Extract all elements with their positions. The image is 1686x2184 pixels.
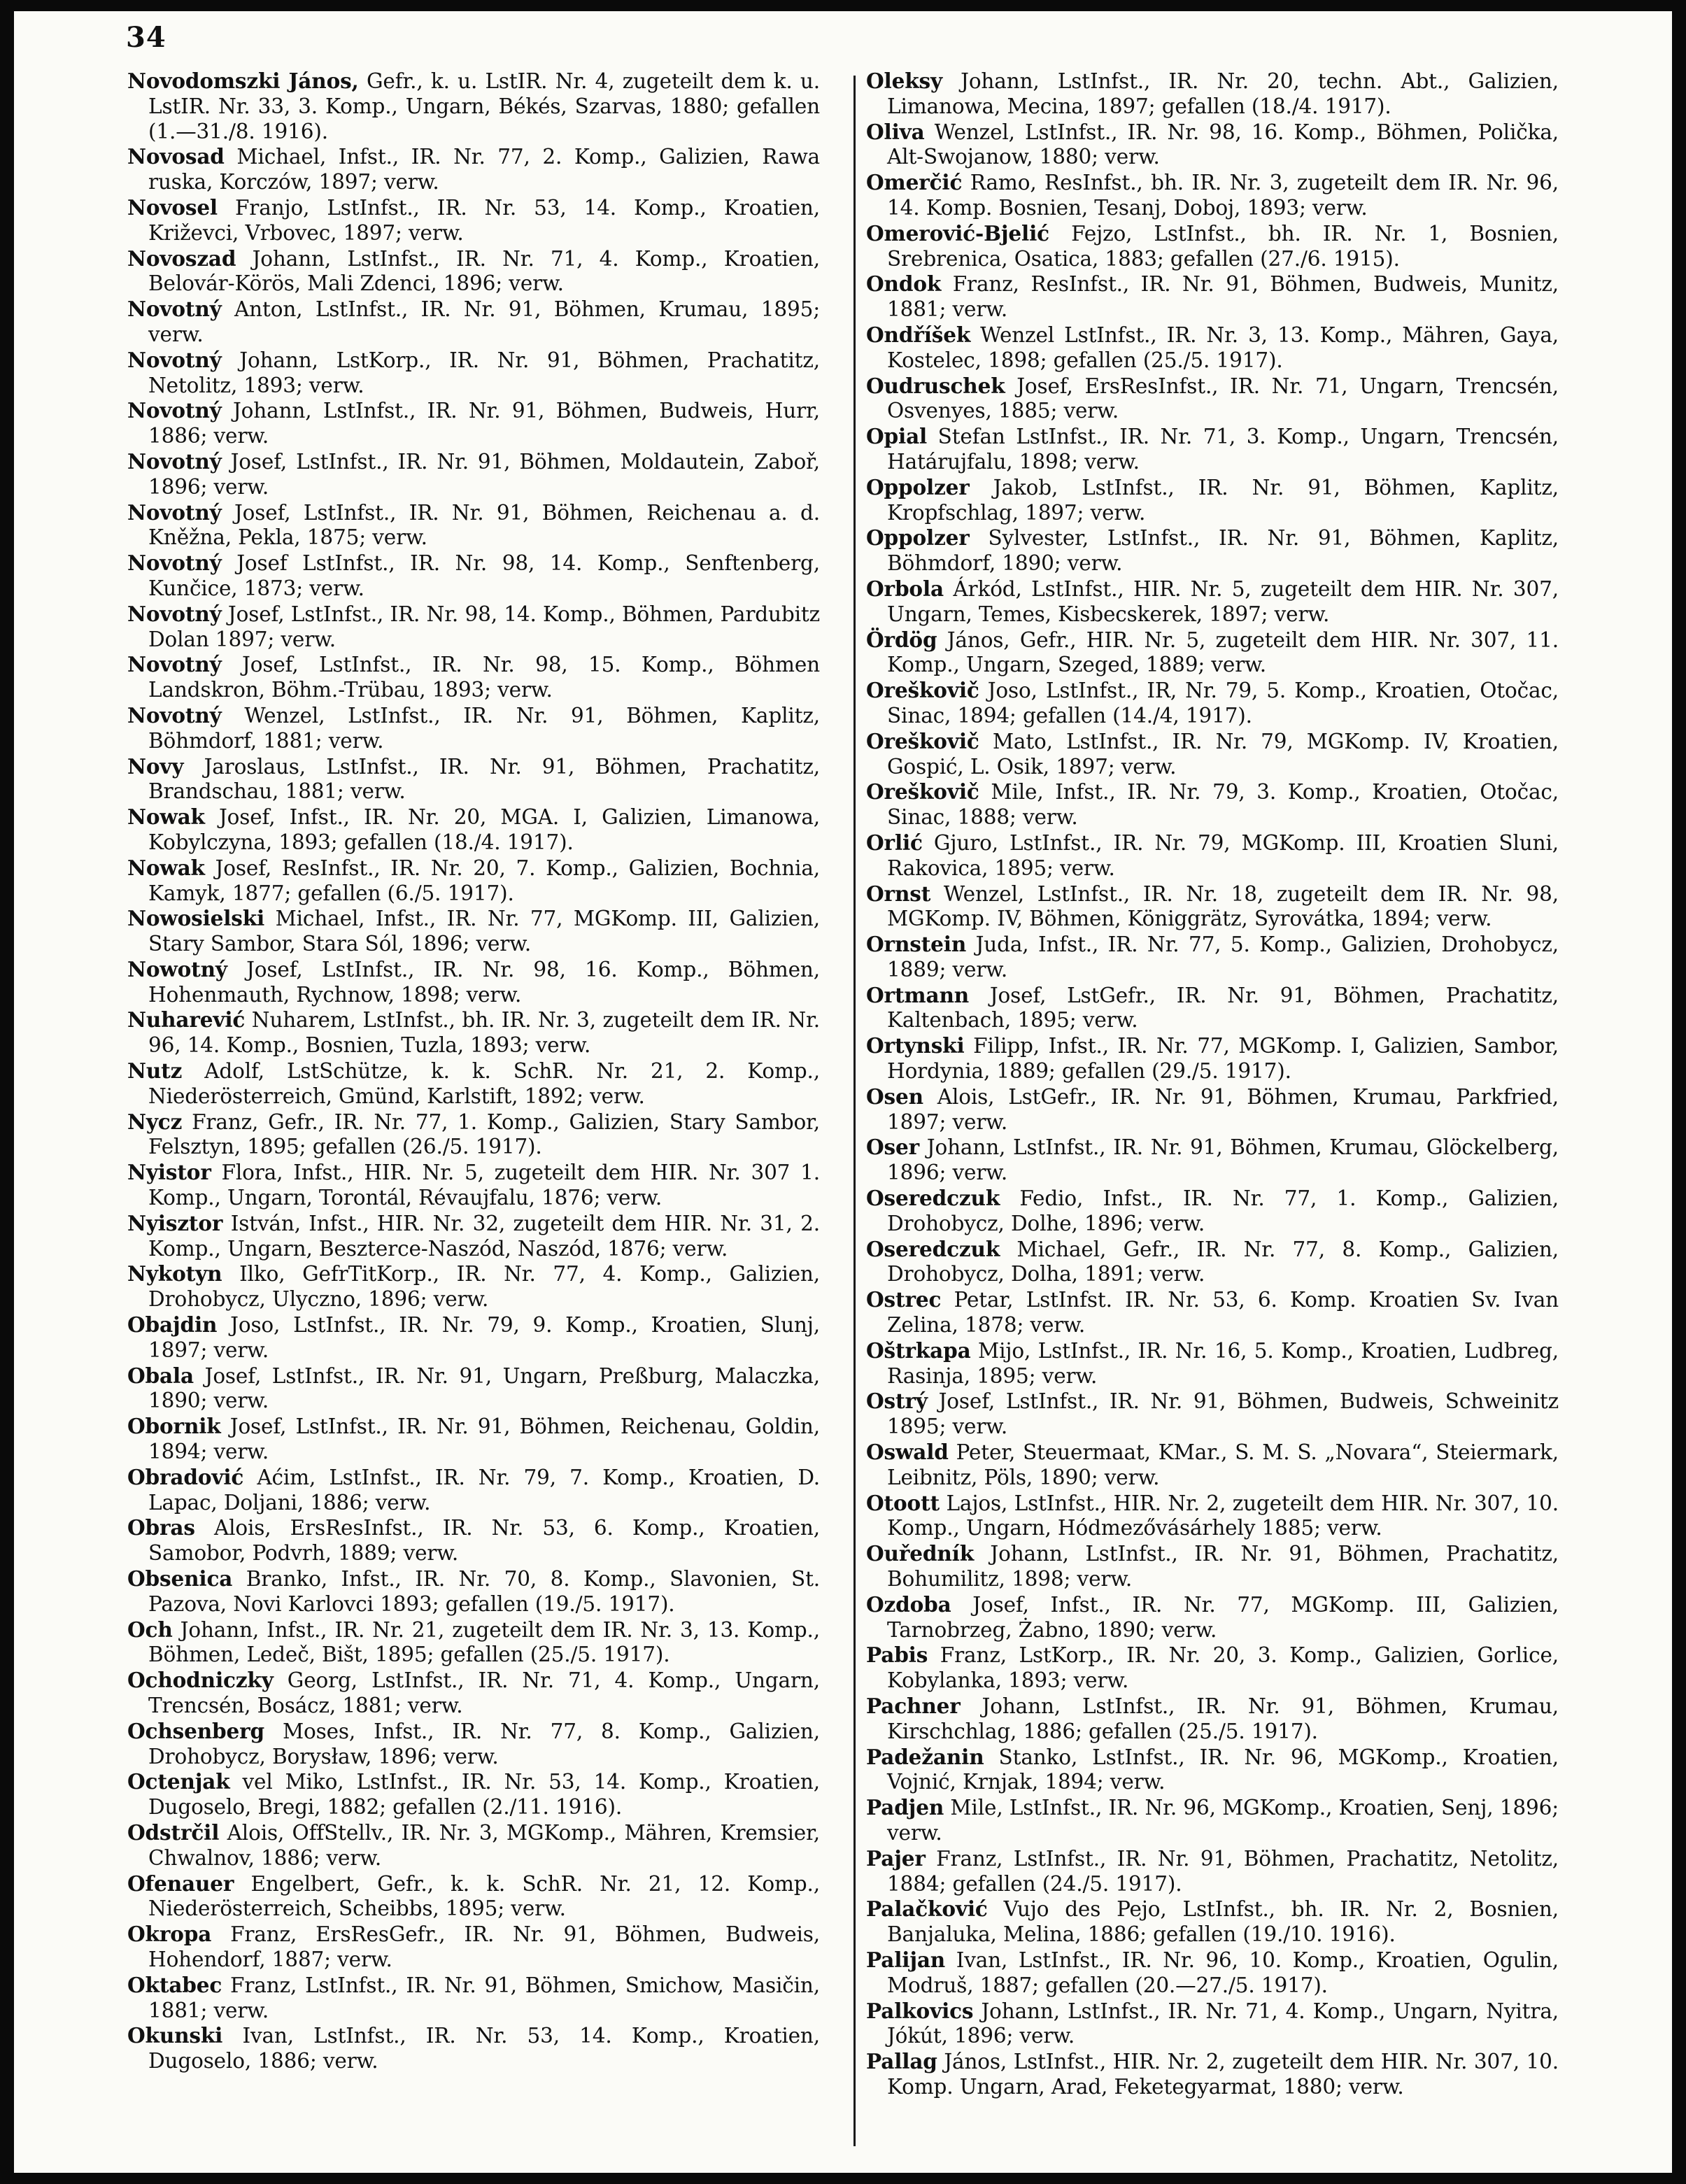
entry-surname: Pabis [866,1643,928,1668]
entry-details: Sylvester, LstInfst., IR. Nr. 91, Böhmen, Kaplitz, Böhmdorf, 1890; verw. [887,526,1559,576]
register-entry [866,1592,1559,1643]
register-entry [127,602,820,653]
entry-surname: Ostrec [866,1287,942,1312]
register-entry [866,627,1559,679]
entry-details: Michael, Gefr., IR. Nr. 77, 8. Komp., Galizien, Drohobycz, Dolha, 1891; verw. [887,1237,1559,1286]
entry-surname: Oudruschek [866,373,1005,398]
entry-details: Mile, LstInfst., IR. Nr. 96, MGKomp., Kroatien, Senj, 1896; verw. [887,1796,1559,1845]
register-entry [866,1440,1559,1491]
entry-surname: Ortynski [866,1033,965,1058]
entry-surname: Oppolzer [866,474,970,499]
entry-details: Wenzel, LstInfst., IR. Nr. 98, 16. Komp., Böhmen, Polička, Alt-Swojanow, 1880; verw. [887,120,1559,169]
entry-details: Alois, ErsResInfst., IR. Nr. 53, 6. Komp., Kroatien, Samobor, Podvrh, 1889; verw. [148,1516,820,1566]
entry-surname: Orbola [866,576,944,601]
entry-details: Petar, LstInfst. IR. Nr. 53, 6. Komp. Kroatien Sv. Ivan Zelina, 1878; verw. [887,1288,1559,1338]
register-entry [127,551,820,602]
register-entry [866,1643,1559,1694]
entry-details: Johann, LstInfst., IR. Nr. 91, Böhmen, Budweis, Hurr, 1886; verw. [148,399,820,448]
entry-details: Josef, LstInfst., IR. Nr. 91, Böhmen, Reichenau a. d. Kněžna, Pekla, 1875; verw. [148,500,820,550]
entry-details: Josef, Infst., IR. Nr. 77, MGKomp. III, Galizien, Tarnobrzeg, Żabno, 1890; verw. [887,1592,1559,1642]
entry-surname: Novoszad [127,246,236,271]
register-entry [127,1465,820,1516]
entry-surname: Nutz [127,1058,183,1084]
entry-details: Josef LstInfst., IR. Nr. 98, 14. Komp., Senftenberg, Kunčice, 1873; verw. [148,551,820,600]
entry-surname: Obsenica [127,1566,233,1591]
register-entry [866,1491,1559,1542]
entry-details: Anton, LstInfst., IR. Nr. 91, Böhmen, Krumau, 1895; verw. [148,297,820,346]
entry-surname: Oreškovič [866,728,979,753]
document-page [14,11,1672,2173]
register-entry [127,1871,820,1922]
register-entry [127,348,820,399]
entry-surname: Oswald [866,1440,949,1465]
entry-details: Franz, LstKorp., IR. Nr. 20, 3. Komp., Galizien, Gorlice, Kobylanka, 1893; verw. [887,1643,1559,1693]
entry-details: Franz, Gefr., IR. Nr. 77, 1. Komp., Galizien, Stary Sambor, Felsztyn, 1895; gefallen (26./5. 1917). [148,1109,820,1159]
register-entry [127,1261,820,1312]
entry-surname: Odstrčil [127,1820,220,1845]
entry-details: Josef, LstInfst., IR. Nr. 98, 15. Komp., Böhmen Landskron, Böhm.-Trübau, 1893; verw. [148,653,820,702]
entry-surname: Ondříšek [866,322,971,347]
entry-surname: Nycz [127,1109,183,1134]
register-entry [127,1820,820,1871]
register-entry [127,195,820,246]
register-entry [866,221,1559,272]
entry-surname: Pallag [866,2049,937,2074]
entry-details: Josef, LstInfst., IR. Nr. 91, Böhmen, Reichenau, Goldin, 1894; verw. [148,1414,820,1464]
entry-details: Stefan LstInfst., IR. Nr. 71, 3. Komp., Ungarn, Trencsén, Határujfalu, 1898; verw. [887,425,1559,474]
register-entry [866,424,1559,475]
entry-surname: Ouředník [866,1541,974,1566]
entry-surname: Nowosielski [127,906,265,931]
entry-surname: Ortmann [866,982,970,1007]
entry-surname: Nykotyn [127,1261,222,1286]
register-entry [866,576,1559,627]
entry-surname: Obras [127,1515,195,1540]
entry-surname: Nowak [127,855,205,880]
entry-details: Filipp, Infst., IR. Nr. 77, MGKomp. I, Galizien, Sambor, Hordynia, 1889; gefallen (29./5. 1917). [887,1034,1559,1084]
entry-details: Ilko, GefrTitKorp., IR. Nr. 77, 4. Komp., Galizien, Drohobycz, Ulyczno, 1896; verw. [148,1262,820,1312]
entry-details: Johann, LstInfst., IR. Nr. 91, Böhmen, Krumau, Glöckelberg, 1896; verw. [887,1135,1559,1185]
register-entry [866,69,1559,120]
register-entry [127,754,820,805]
column-divider [853,76,856,2146]
entry-details: Wenzel, LstInfst., IR. Nr. 18, zugeteilt dem IR. Nr. 98, MGKomp. IV, Böhmen, Königgrätz, Syrovátka, 1894; verw. [887,881,1559,931]
register-entry [127,1058,820,1109]
entry-details: Franz, LstInfst., IR. Nr. 91, Böhmen, Smichow, Masičin, 1881; verw. [148,1973,820,2022]
register-entry [866,120,1559,171]
entry-surname: Novotný [127,551,222,576]
entry-details: Stanko, LstInfst., IR. Nr. 96, MGKomp., Kroatien, Vojnić, Krnjak, 1894; verw. [887,1745,1559,1794]
entry-surname: Oppolzer [866,525,970,551]
register-entry [866,170,1559,221]
entry-surname: Oleksy [866,69,942,93]
register-entry [866,932,1559,983]
entry-surname: Palkovics [866,1998,974,2023]
entry-surname: Pachner [866,1694,961,1718]
register-entry [127,1769,820,1820]
entry-details: Franz, ErsResGefr., IR. Nr. 91, Böhmen, Budweis, Hohendorf, 1887; verw. [148,1922,820,1971]
entry-surname: Oseredczuk [866,1186,1000,1211]
register-entry [127,703,820,754]
entry-details: Josef, LstInfst., IR. Nr. 91, Böhmen, Budweis, Schweinitz 1895; verw. [887,1389,1559,1439]
entry-details: Gefr., k. u. LstIR. Nr. 4, zugeteilt dem k. u. LstIR. Nr. 33, 3. Komp., Ungarn, Békés, Szarvas, 1880; gefallen (1.—31./8. 1916). [148,69,820,143]
entry-surname: Palijan [866,1947,946,1972]
entry-details: Peter, Steuermaat, KMar., S. M. S. „Novara“, Steiermark, Leibnitz, Pöls, 1890; verw. [887,1440,1559,1489]
entry-details: Joso, LstInfst., IR, Nr. 79, 5. Komp., Kroatien, Otočac, Sinac, 1894; gefallen (14./4, 1917). [887,679,1559,728]
entry-surname: Omerović-Bjelić [866,220,1049,246]
entry-surname: Opial [866,424,928,449]
register-entry [866,374,1559,425]
entry-surname: Novotný [127,499,222,525]
register-entry [127,1312,820,1363]
register-entry [127,1007,820,1058]
entry-details: Engelbert, Gefr., k. k. SchR. Nr. 21, 12. Komp., Niederösterreich, Scheibbs, 1895; verw. [148,1871,820,1921]
entry-surname: Oreškovič [866,779,979,804]
entry-details: Johann, LstInfst., IR. Nr. 71, 4. Komp., Ungarn, Nyitra, Jókút, 1896; verw. [887,1999,1559,2048]
entry-details: Fedio, Infst., IR. Nr. 77, 1. Komp., Galizien, Drohobycz, Dolhe, 1896; verw. [887,1186,1559,1235]
entry-surname: Ostrý [866,1389,928,1414]
entry-details: Lajos, LstInfst., HIR. Nr. 2, zugeteilt dem HIR. Nr. 307, 10. Komp., Ungarn, Hódmezővásárhely 1885; verw. [887,1491,1559,1540]
entry-details: Ivan, LstInfst., IR. Nr. 96, 10. Komp., Kroatien, Ogulin, Modruš, 1887; gefallen (20.—27./5. 1917). [887,1948,1559,1997]
register-entry [127,1515,820,1566]
register-entry [127,804,820,856]
entry-surname: Pajer [866,1845,926,1871]
entry-surname: Oser [866,1135,920,1160]
entry-details: Árkód, LstInfst., HIR. Nr. 5, zugeteilt dem HIR. Nr. 307, Ungarn, Temes, Kisbecskerek, 1897; verw. [887,576,1559,626]
entry-details: Johann, LstInfst., IR. Nr. 91, Böhmen, Krumau, Kirschchlag, 1886; gefallen (25./5. 1917). [887,1694,1559,1743]
entry-details: Adolf, LstSchütze, k. k. SchR. Nr. 21, 2. Komp., Niederösterreich, Gmünd, Karlstift, 1892; verw. [148,1059,820,1108]
right-column [866,69,1559,2100]
entry-surname: Orlić [866,830,923,855]
entry-details: Josef, LstInfst., IR. Nr. 98, 16. Komp., Böhmen, Hohenmauth, Rychnow, 1898; verw. [148,957,820,1007]
register-entry [866,881,1559,933]
register-entry [866,983,1559,1034]
entry-surname: Novosel [127,194,218,220]
entry-surname: Oktabec [127,1972,222,1997]
entry-details: Moses, Infst., IR. Nr. 77, 8. Komp., Galizien, Drohobycz, Borysław, 1896; verw. [148,1719,820,1768]
entry-details: Joso, LstInfst., IR. Nr. 79, 9. Komp., Kroatien, Slunj, 1897; verw. [148,1313,820,1362]
register-entry [866,1795,1559,1846]
entry-surname: Ochsenberg [127,1718,264,1743]
entry-surname: Novy [127,753,184,779]
entry-details: Branko, Infst., IR. Nr. 70, 8. Komp., Slavonien, St. Pazova, Novi Karlovci 1893; gefallen (19./5. 1917). [148,1567,820,1616]
left-column [127,69,820,2074]
entry-surname: Obornik [127,1414,221,1439]
entry-details: Gjuro, LstInfst., IR. Nr. 79, MGKomp. III, Kroatien Sluni, Rakovica, 1895; verw. [887,830,1559,880]
register-entry [127,652,820,703]
entry-surname: Novotný [127,347,222,372]
register-entry [127,1719,820,1770]
entry-surname: Padežanin [866,1744,984,1769]
entry-surname: Obradović [127,1464,244,1489]
entry-details: Josef, ErsResInfst., IR. Nr. 71, Ungarn, Trencsén, Osvenyes, 1885; verw. [887,374,1559,423]
entry-details: Michael, Infst., IR. Nr. 77, 2. Komp., Galizien, Rawa ruska, Korczów, 1897; verw. [148,145,820,194]
entry-details: Jakob, LstInfst., IR. Nr. 91, Böhmen, Kaplitz, Kropfschlag, 1897; verw. [887,475,1559,525]
entry-details: Juda, Infst., IR. Nr. 77, 5. Komp., Galizien, Drohobycz, 1889; verw. [887,933,1559,981]
entry-surname: Osen [866,1084,923,1109]
entry-surname: Ochodniczky [127,1668,274,1693]
register-entry [866,1999,1559,2050]
entry-surname: Nyisztor [127,1210,223,1235]
entry-details: Aćim, LstInfst., IR. Nr. 79, 7. Komp., Kroatien, D. Lapac, Doljani, 1886; verw. [148,1465,820,1515]
register-entry [866,1846,1559,1897]
entry-surname: Novotný [127,702,222,728]
entry-surname: Ozdoba [866,1591,951,1617]
entry-surname: Oreškovič [866,678,979,703]
register-entry [127,69,820,144]
entry-surname: Novotný [127,652,222,677]
register-entry [866,1135,1559,1186]
entry-details: Alois, OffStellv., IR. Nr. 3, MGKomp., Mähren, Kremsier, Chwalnov, 1886; verw. [148,1820,820,1870]
register-entry [127,1922,820,1973]
register-entry [127,906,820,957]
entry-details: István, Infst., HIR. Nr. 32, zugeteilt dem HIR. Nr. 31, 2. Komp., Ungarn, Beszterce-Naszód, Naszód, 1876; verw. [148,1211,820,1261]
entry-details: Fejzo, LstInfst., bh. IR. Nr. 1, Bosnien, Srebrenica, Osatica, 1883; gefallen (27./6. 1915). [887,221,1559,271]
entry-surname: Ördög [866,627,937,652]
entry-surname: Okunski [127,2023,223,2048]
register-entry [127,1211,820,1262]
register-entry [127,500,820,551]
entry-surname: Ofenauer [127,1871,234,1896]
entry-details: Franjo, LstInfst., IR. Nr. 53, 14. Komp., Kroatien, Križevci, Vrbovec, 1897; verw. [148,195,820,245]
register-entry [127,1109,820,1161]
register-entry [866,271,1559,322]
entry-details: Johann, LstInfst., IR. Nr. 20, techn. Abt., Galizien, Limanowa, Mecina, 1897; gefallen (18./4. 1917). [887,69,1559,118]
entry-details: Josef, LstInfst., IR. Nr. 98, 14. Komp., Böhmen, Pardubitz Dolan 1897; verw. [148,602,820,651]
entry-surname: Otoott [866,1490,940,1515]
register-entry [866,525,1559,576]
entry-details: Nuharem, LstInfst., bh. IR. Nr. 3, zugeteilt dem IR. Nr. 96, 14. Komp., Bosnien, Tuzla, 1893; verw. [148,1008,820,1058]
register-entry [127,856,820,907]
entry-details: Johann, Infst., IR. Nr. 21, zugeteilt dem IR. Nr. 3, 13. Komp., Böhmen, Ledeč, Bišt, 1895; gefallen (25./5. 1917). [148,1617,820,1667]
register-entry [866,475,1559,526]
entry-surname: Novotný [127,398,222,423]
entry-surname: Novosad [127,144,225,169]
register-entry [866,830,1559,881]
entry-surname: Nowotný [127,956,227,981]
entry-surname: Novotný [127,448,222,474]
entry-details: Johann, LstInfst., IR. Nr. 71, 4. Komp., Kroatien, Belovár-Körös, Mali Zdenci, 1896; verw. [148,246,820,296]
entry-details: Alois, LstGefr., IR. Nr. 91, Böhmen, Krumau, Parkfried, 1897; verw. [887,1084,1559,1134]
entry-surname: Oseredczuk [866,1236,1000,1261]
register-entry [127,2023,820,2074]
register-entry [866,2049,1559,2100]
register-entry [866,1084,1559,1135]
register-entry [866,1186,1559,1237]
register-entry [127,144,820,195]
entry-details: Franz, LstInfst., IR. Nr. 91, Böhmen, Prachatitz, Netolitz, 1884; gefallen (24./5. 1917). [887,1846,1559,1896]
register-entry [127,1668,820,1719]
entry-details: Josef, LstInfst., IR. Nr. 91, Böhmen, Moldautein, Zaboř, 1896; verw. [148,449,820,499]
register-entry [127,449,820,500]
entry-details: Mato, LstInfst., IR. Nr. 79, MGKomp. IV, Kroatien, Gospić, L. Osik, 1897; verw. [887,729,1559,779]
entry-details: Wenzel, LstInfst., IR. Nr. 91, Böhmen, Kaplitz, Böhmdorf, 1881; verw. [148,703,820,753]
entry-details: Wenzel LstInfst., IR. Nr. 3, 13. Komp., Mähren, Gaya, Kostelec, 1898; gefallen (25./5. 1917). [887,322,1559,372]
entry-details: Johann, LstInfst., IR. Nr. 91, Böhmen, Prachatitz, Bohumilitz, 1898; verw. [887,1542,1559,1591]
register-entry [866,1541,1559,1592]
entry-surname: Octenjak [127,1769,230,1794]
page-number: 34 [126,21,167,54]
entry-surname: Oštrkapa [866,1338,971,1363]
entry-surname: Novotný [127,297,222,322]
entry-details: Jaroslaus, LstInfst., IR. Nr. 91, Böhmen, Prachatitz, Brandschau, 1881; verw. [148,754,820,804]
entry-surname: Omerčić [866,170,963,195]
entry-details: Josef, ResInfst., IR. Nr. 20, 7. Komp., Galizien, Bochnia, Kamyk, 1877; gefallen (6./5. 1917). [148,856,820,905]
entry-details: Josef, Infst., IR. Nr. 20, MGA. I, Galizien, Limanowa, Kobylczyna, 1893; gefallen (18./4. 1917). [148,805,820,854]
entry-details: János, LstInfst., HIR. Nr. 2, zugeteilt dem HIR. Nr. 307, 10. Komp. Ungarn, Arad, Feketegyarmat, 1880; verw. [887,2050,1559,2099]
entry-details: Michael, Infst., IR. Nr. 77, MGKomp. III, Galizien, Stary Sambor, Stara Sól, 1896; verw. [148,907,820,956]
entry-surname: Obala [127,1363,194,1388]
register-entry [866,729,1559,780]
entry-surname: Okropa [127,1922,212,1947]
entry-details: Ivan, LstInfst., IR. Nr. 53, 14. Komp., Kroatien, Dugoselo, 1886; verw. [148,2024,820,2073]
register-entry [866,1033,1559,1084]
entry-details: Johann, LstKorp., IR. Nr. 91, Böhmen, Prachatitz, Netolitz, 1893; verw. [148,348,820,397]
register-entry [127,1160,820,1211]
entry-surname: Ondok [866,271,942,297]
entry-surname: Nowak [127,804,205,830]
entry-surname: Och [127,1617,173,1642]
register-entry [866,1745,1559,1796]
register-entry [866,678,1559,729]
register-entry [866,322,1559,374]
entry-surname: Novotný [127,601,222,626]
entry-details: Ramo, ResInfst., bh. IR. Nr. 3, zugeteilt dem IR. Nr. 96, 14. Komp. Bosnien, Tesanj, Doboj, 1893; verw. [887,171,1559,220]
register-entry [127,1414,820,1465]
entry-details: Flora, Infst., HIR. Nr. 5, zugeteilt dem HIR. Nr. 307 1. Komp., Ungarn, Torontál, Révaujfalu, 1876; verw. [148,1161,820,1210]
register-entry [127,246,820,297]
entry-details: János, Gefr., HIR. Nr. 5, zugeteilt dem HIR. Nr. 307, 11. Komp., Ungarn, Szeged, 1889; verw. [887,627,1559,677]
entry-surname: Oliva [866,119,925,144]
entry-surname: Ornstein [866,932,967,957]
entry-details: Josef, LstGefr., IR. Nr. 91, Böhmen, Prachatitz, Kaltenbach, 1895; verw. [887,983,1559,1033]
register-entry [127,297,820,348]
register-entry [127,957,820,1008]
entry-surname: Ornst [866,881,931,906]
register-entry [866,1237,1559,1288]
entry-details: Mile, Infst., IR. Nr. 79, 3. Komp., Kroatien, Otočac, Sinac, 1888; verw. [887,780,1559,830]
entry-surname: Nyistor [127,1160,211,1185]
entry-details: Josef, LstInfst., IR. Nr. 91, Ungarn, Preßburg, Malaczka, 1890; verw. [148,1363,820,1413]
entry-details: vel Miko, LstInfst., IR. Nr. 53, 14. Komp., Kroatien, Dugoselo, Bregi, 1882; gefallen (2./11. 1916). [148,1770,820,1820]
entry-details: Georg, LstInfst., IR. Nr. 71, 4. Komp., Ungarn, Trencsén, Bosácz, 1881; verw. [148,1668,820,1717]
register-entry [127,1363,820,1414]
entry-details: Mijo, LstInfst., IR. Nr. 16, 5. Komp., Kroatien, Ludbreg, Rasinja, 1895; verw. [887,1338,1559,1388]
entry-surname: Padjen [866,1795,944,1820]
entry-surname: Obajdin [127,1312,218,1338]
register-entry [866,1389,1559,1440]
register-entry [127,1973,820,2024]
entry-surname: Nuharević [127,1007,246,1033]
register-entry [866,1896,1559,1948]
register-entry [866,1948,1559,1999]
entry-surname: Palačković [866,1896,988,1922]
register-entry [866,1694,1559,1745]
entry-details: Vujo des Pejo, LstInfst., bh. IR. Nr. 2, Bosnien, Banjaluka, Melina, 1886; gefallen (19./10. 1916). [887,1897,1559,1947]
register-entry [866,1338,1559,1389]
register-entry [866,779,1559,830]
entry-surname: Novodomszki János, [127,69,359,93]
register-entry [127,1566,820,1617]
entry-details: Franz, ResInfst., IR. Nr. 91, Böhmen, Budweis, Munitz, 1881; verw. [887,272,1559,322]
register-entry [127,398,820,449]
register-entry [866,1287,1559,1338]
register-entry [127,1617,820,1668]
